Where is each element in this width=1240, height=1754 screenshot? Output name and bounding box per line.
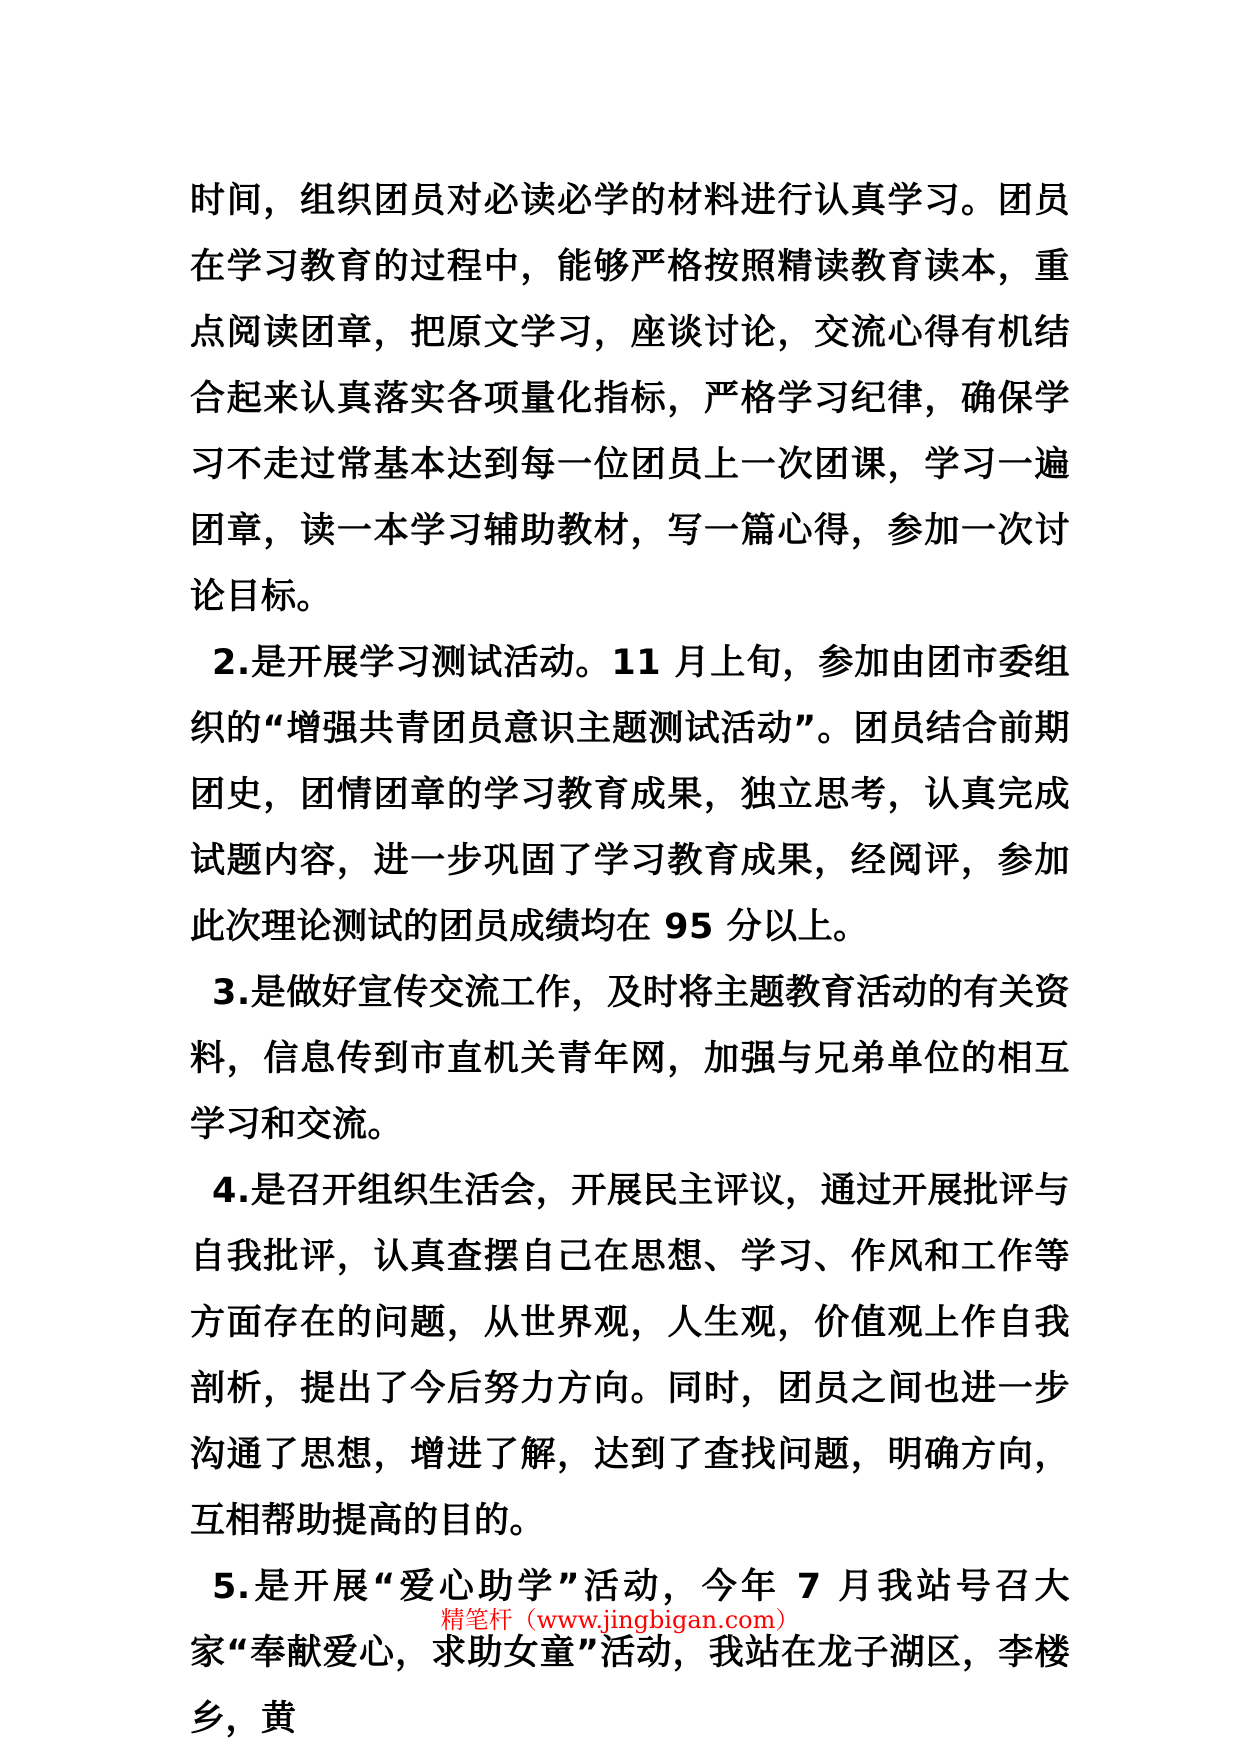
paragraph-item-4: 4.是召开组织生活会，开展民主评议，通过开展批评与自我批评，认真查摆自己在思想、学习、作风和工作等方面存在的问题，从世界观，人生观，价值观上作自我剖析，提出了今后努力方向。同时，团员之间也进一步沟通了思想，增进了解，达到了查找问题，明确方向，互相帮助提高的目的。 [190,1171,1070,1541]
paragraph-item-5: 5.是开展“爱心助学”活动，今年 7 月我站号召大家“奉献爱心，求助女童”活动，我站在龙子湖区，李楼乡，黄 [190,1567,1070,1739]
paragraph-item-2: 2.是开展学习测试活动。11 月上旬，参加由团市委组织的“增强共青团员意识主题测试活动”。团员结合前期团史，团情团章的学习教育成果，独立思考，认真完成试题内容，进一步巩固了学习教育成果，经阅评，参加此次理论测试的团员成绩均在 95 分以上。 [190,643,1070,947]
footer-watermark-text: 精笔杆（www.jingbigan.com） [440,1606,800,1634]
paragraph-item-3: 3.是做好宣传交流工作，及时将主题教育活动的有关资料，信息传到市直机关青年网，加强与兄弟单位的相互学习和交流。 [190,973,1070,1145]
document-body [190,168,1070,1752]
paragraph-continuation: 时间，组织团员对必读必学的材料进行认真学习。团员在学习教育的过程中，能够严格按照精读教育读本，重点阅读团章，把原文学习，座谈讨论，交流心得有机结合起来认真落实各项量化指标，严格学习纪律，确保学习不走过常基本达到每一位团员上一次团课，学习一遍团章，读一本学习辅助教材，写一篇心得，参加一次讨论目标。 [190,181,1070,617]
